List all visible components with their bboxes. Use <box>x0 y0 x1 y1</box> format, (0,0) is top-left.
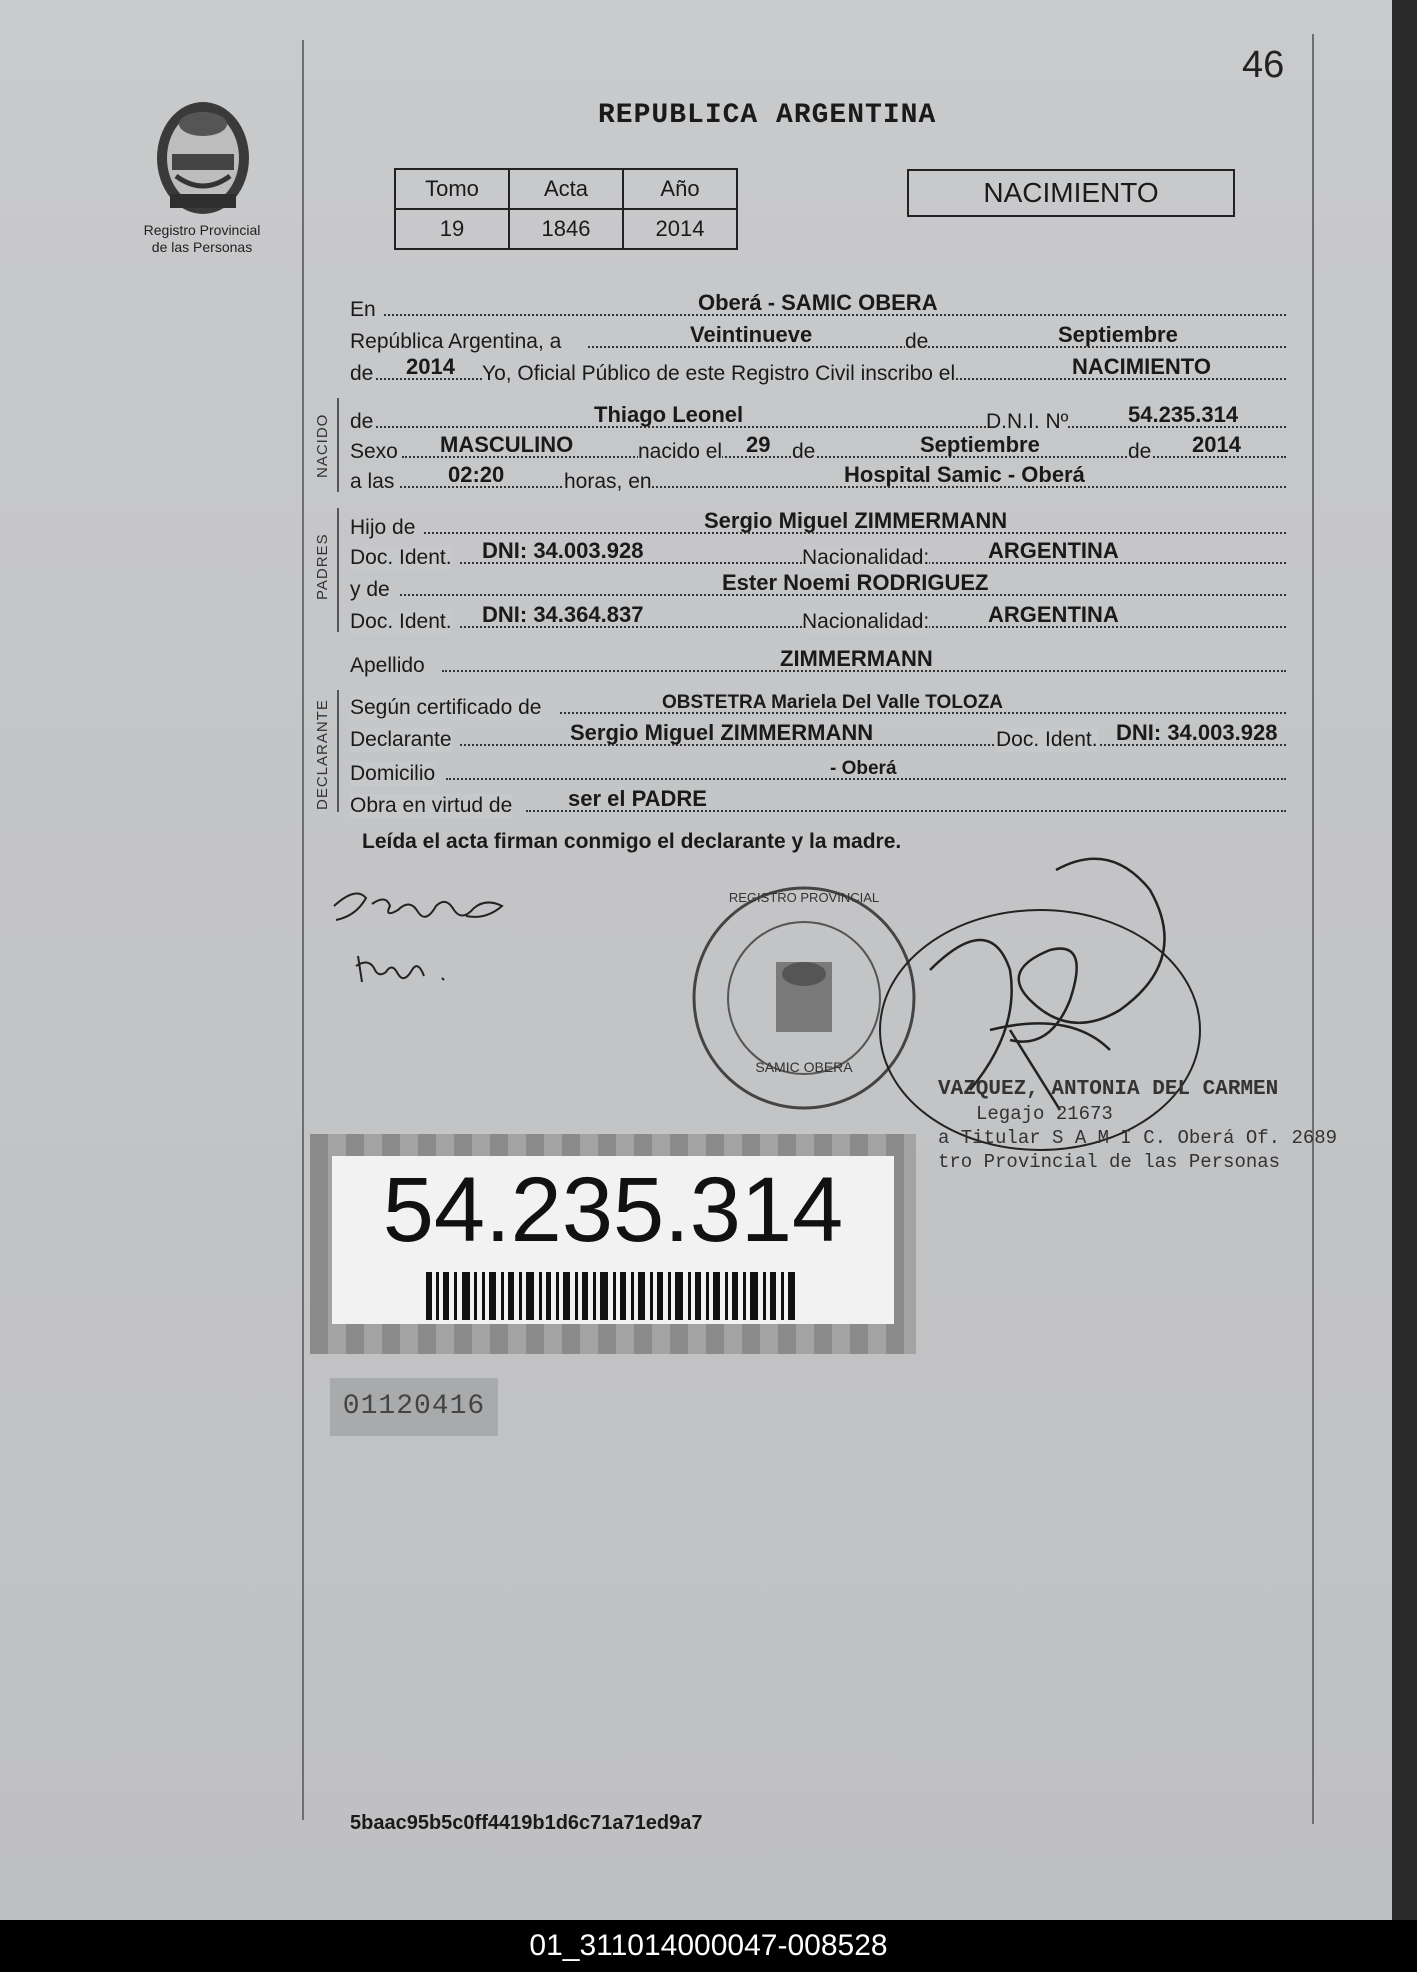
padre-value: Sergio Miguel ZIMMERMANN <box>704 508 1008 533</box>
certificado-value: OBSTETRA Mariela Del Valle TOLOZA <box>662 692 1004 713</box>
nacido-de-label: de <box>792 440 816 463</box>
madre-doc-label: Doc. Ident. <box>350 610 452 633</box>
act-type-box: NACIMIENTO <box>907 169 1235 217</box>
hijo-de-label: Hijo de <box>350 516 416 539</box>
nacido-mes: Septiembre <box>920 432 1040 457</box>
domicilio-label: Domicilio <box>350 762 436 785</box>
inscripcion-value: NACIMIENTO <box>1072 354 1211 379</box>
nacido-anio: 2014 <box>1192 432 1241 457</box>
certificado-label: Según certificado de <box>350 696 542 719</box>
madre-nac-label: Nacionalidad: <box>802 610 930 633</box>
nacido-de2-label: de <box>1128 440 1152 463</box>
row-padre-doc <box>350 540 1286 570</box>
official-cargo: a Titular S A M I C. Oberá Of. 2689 <box>938 1127 1338 1149</box>
document-hash: 5baac95b5c0ff4419b1d6c71a71ed9a7 <box>350 1812 703 1834</box>
row-sexo <box>350 434 1286 464</box>
sexo-label: Sexo <box>350 440 398 463</box>
left-margin-line <box>302 40 304 1820</box>
row-obra <box>350 788 1286 818</box>
lugar-value: Hospital Samic - Oberá <box>844 462 1085 487</box>
acta-value: 1846 <box>509 209 623 249</box>
row-certificado <box>350 690 1286 720</box>
logo-caption <box>132 222 272 256</box>
svg-text:REGISTRO PROVINCIAL: REGISTRO PROVINCIAL <box>728 890 880 905</box>
en-label: En <box>350 298 376 321</box>
tomo-header: Tomo <box>395 169 509 209</box>
logo-caption-line1: Registro Provincial <box>143 222 261 238</box>
page-number: 46 <box>1242 44 1285 86</box>
dni-label: D.N.I. Nº <box>986 410 1069 433</box>
row-en <box>350 292 1286 322</box>
republica-label: República Argentina, a <box>350 330 562 353</box>
anio-value: 2014 <box>406 354 455 379</box>
de-label: de <box>905 330 929 353</box>
footer-code: 01_311014000047-008528 <box>0 1920 1417 1972</box>
padre-nac-label: Nacionalidad: <box>802 546 930 569</box>
official-name: VAZQUEZ, ANTONIA DEL CARMEN <box>938 1078 1279 1101</box>
row-hora <box>350 464 1286 494</box>
document-title: REPUBLICA ARGENTINA <box>598 100 937 131</box>
row-madre-doc <box>350 604 1286 634</box>
signature-madre <box>352 948 462 992</box>
sexo-value: MASCULINO <box>440 432 574 457</box>
row-apellido <box>350 648 1286 678</box>
official-registro: tro Provincial de las Personas <box>938 1151 1281 1173</box>
madre-value: Ester Noemi RODRIGUEZ <box>722 570 989 595</box>
anio-prefix: de <box>350 362 374 385</box>
y-de-label: y de <box>350 578 390 601</box>
madre-nac-value: ARGENTINA <box>988 602 1119 627</box>
apellido-value: ZIMMERMANN <box>780 646 933 671</box>
scan-edge <box>1392 0 1417 1920</box>
padre-doc-value: DNI: 34.003.928 <box>482 538 644 563</box>
row-fecha <box>350 324 1286 354</box>
padre-doc-label: Doc. Ident. <box>350 546 452 569</box>
nombre-prefix: de <box>350 410 374 433</box>
dni-value: 54.235.314 <box>1128 402 1239 427</box>
row-declarante <box>350 722 1286 752</box>
nacido-dia: 29 <box>746 432 771 457</box>
declarante-value: Sergio Miguel ZIMMERMANN <box>570 720 874 745</box>
closing-statement: Leída el acta firman conmigo el declarante y la madre. <box>362 830 902 853</box>
row-nombre <box>350 404 1286 434</box>
a-las-label: a las <box>350 470 395 493</box>
svg-text:SAMIC OBERA: SAMIC OBERA <box>755 1059 853 1075</box>
registry-table <box>394 168 738 250</box>
apellido-label: Apellido <box>350 654 425 677</box>
tomo-value: 19 <box>395 209 509 249</box>
obra-label: Obra en virtud de <box>350 794 513 817</box>
row-anio <box>350 356 1286 386</box>
obra-value: ser el PADRE <box>568 786 707 811</box>
signature-sergio <box>326 876 516 936</box>
nacido-el-label: nacido el <box>638 440 723 463</box>
control-stamp-number: 01120416 <box>330 1378 498 1436</box>
padre-nac-value: ARGENTINA <box>988 538 1119 563</box>
declarante-label: Declarante <box>350 728 452 751</box>
horas-en-label: horas, en <box>564 470 652 493</box>
yo-label: Yo, Oficial Público de este Registro Civil inscribo el <box>482 362 956 385</box>
hora-value: 02:20 <box>448 462 505 487</box>
dni-barcode-label <box>310 1134 916 1354</box>
declarante-doc-label: Doc. Ident. <box>996 728 1098 751</box>
dia-letras: Veintinueve <box>690 322 813 347</box>
logo-caption-line2: de las Personas <box>151 239 253 255</box>
declarante-doc-value: DNI: 34.003.928 <box>1116 720 1278 745</box>
madre-doc-value: DNI: 34.364.837 <box>482 602 644 627</box>
row-madre <box>350 572 1286 602</box>
anio-value: 2014 <box>623 209 737 249</box>
section-declarante-label: DECLARANTE <box>314 699 331 810</box>
section-nacido-label: NACIDO <box>314 413 331 478</box>
section-padres-label: PADRES <box>314 533 331 600</box>
mes-value: Septiembre <box>1058 322 1178 347</box>
domicilio-value: - Oberá <box>830 758 897 779</box>
row-padre <box>350 510 1286 540</box>
official-stamp <box>938 1078 1337 1174</box>
province-coat-of-arms-logo <box>148 96 258 218</box>
barcode-number: 54.235.314 <box>382 1159 844 1261</box>
nombre-value: Thiago Leonel <box>594 402 744 427</box>
barcode-icon <box>426 1272 802 1320</box>
official-legajo: Legajo 21673 <box>976 1103 1113 1125</box>
en-value: Oberá - SAMIC OBERA <box>698 290 938 315</box>
anio-header: Año <box>623 169 737 209</box>
acta-header: Acta <box>509 169 623 209</box>
row-domicilio <box>350 756 1286 786</box>
